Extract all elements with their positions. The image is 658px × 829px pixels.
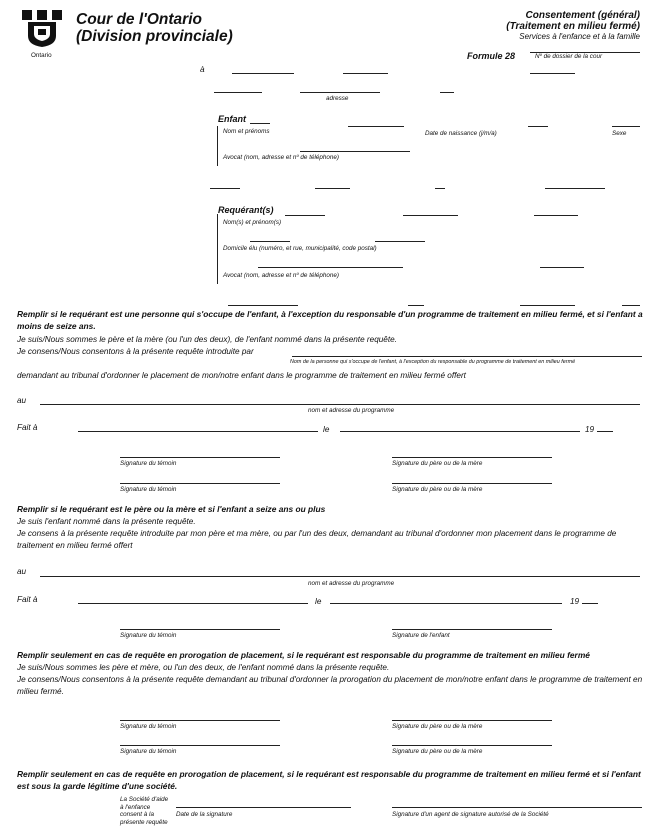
child-name-label: Nom et prénoms: [223, 128, 270, 135]
section2-au-label: au: [17, 567, 27, 576]
section1-au-label: au: [17, 396, 27, 405]
applicant-address-label: Domicile élu (numéro, et rue, municipalité, code postal): [223, 245, 377, 252]
applicant-name-line-2[interactable]: [403, 215, 458, 216]
applicant-extra-line-3[interactable]: [520, 305, 575, 306]
court-name: [76, 11, 233, 45]
section4-date-label: Date de la signature: [176, 811, 233, 818]
applicant-address-line[interactable]: [250, 241, 290, 242]
section1-line3: demandant au tribunal d'ordonner le placement de mon/notre enfant dans le programme de traitement en milieu fermé offert: [17, 371, 466, 380]
applicant-heading: Requérant(s): [218, 205, 274, 215]
section2-program-label: nom et adresse du programme: [308, 580, 395, 587]
child-heading: Enfant: [218, 114, 246, 124]
applicant-lawyer-line[interactable]: [258, 267, 403, 268]
child-extra-line-4[interactable]: [545, 188, 605, 189]
section3-line2: Je consens/Nous consentons à la présente requête demandant au tribunal d'ordonner la prorogation du placement de mon/notre enfant dans le programme de traitement en milieu fermé.: [17, 675, 643, 696]
section4-society-label: La Société d'aide à l'enfance consent à la présente requête: [120, 796, 169, 826]
address-line-2[interactable]: [300, 92, 380, 93]
section3-witness-sig-line-1[interactable]: [120, 720, 280, 721]
section4-agent-sig-line[interactable]: [392, 807, 642, 808]
section1-line1: Je suis/Nous sommes le père et la mère (ou l'un des deux), de l'enfant nommé dans la présente requête.: [17, 335, 397, 344]
section1-year-label: 19: [585, 425, 595, 434]
section2-line1: Je suis l'enfant nommé dans la présente requête.: [17, 517, 196, 526]
child-sex-label: Sexe: [612, 130, 627, 137]
section1-witness-sig-label-1: Signature du témoin: [120, 460, 177, 467]
child-lawyer-label: Avocat (nom, adresse et nº de téléphone): [223, 154, 339, 161]
applicant-extra-line-2[interactable]: [408, 305, 424, 306]
section3-parent-sig-label-1: Signature du père ou de la mère: [392, 723, 483, 730]
section2-heading: Remplir si le requérant est le père ou la mère et si l'enfant a seize ans ou plus: [17, 504, 326, 514]
ontario-crest-icon: [20, 8, 64, 48]
section2-fait-label: Fait à: [17, 595, 38, 604]
court-name-line2: (Division provinciale): [76, 28, 233, 45]
section2-program-line[interactable]: [40, 576, 640, 577]
court-name-line1: Cour de l'Ontario: [76, 11, 202, 28]
to-line-1[interactable]: [232, 73, 294, 74]
applicant-address-line-2[interactable]: [375, 241, 425, 242]
file-number-line[interactable]: [530, 52, 640, 53]
section1-place-line[interactable]: [78, 431, 318, 432]
section1-witness-sig-line-1[interactable]: [120, 457, 280, 458]
address-line-3[interactable]: [440, 92, 454, 93]
applicant-name-line-3[interactable]: [534, 215, 578, 216]
ontario-logo: [20, 8, 64, 53]
caregiver-name-note: Nom de la personne qui s'occupe de l'enfant, à l'exception du responsable du programme de traitement en milieu fermé: [290, 359, 576, 365]
section1-parent-sig-line-2[interactable]: [392, 483, 552, 484]
section1-heading: Remplir si le requérant est une personne qui s'occupe de l'enfant, à l'exception du responsable d'un programme de traitement en milieu fermé, et si l'enfant a moins de seize ans.: [17, 309, 643, 331]
section1-program-label: nom et adresse du programme: [308, 407, 395, 414]
applicant-extra-line-1[interactable]: [228, 305, 298, 306]
applicant-extra-line-4[interactable]: [622, 305, 640, 306]
applicant-name-label: Nom(s) et prénom(s): [223, 219, 282, 226]
section2-child-sig-line[interactable]: [392, 629, 552, 630]
child-lawyer-line[interactable]: [300, 151, 410, 152]
section2-witness-sig-label: Signature du témoin: [120, 632, 177, 639]
section3-parent-sig-label-2: Signature du père ou de la mère: [392, 748, 483, 755]
child-bracket-left: [217, 126, 218, 166]
child-heading-rule: [250, 123, 270, 124]
section2-le-label: le: [315, 597, 322, 606]
section2-year-label: 19: [570, 597, 580, 606]
child-dob-label: Date de naissance (j/m/a): [425, 130, 497, 137]
applicant-lawyer-line-2[interactable]: [540, 267, 584, 268]
section2-line2: Je consens à la présente requête introduite par mon père et ma mère, ou par l'un des deux, demandant au tribunal d'ordonner mon placement dans le programme de traitement en milieu fermé offert: [17, 529, 617, 550]
child-extra-line-3[interactable]: [435, 188, 445, 189]
section1-parent-sig-label-2: Signature du père ou de la mère: [392, 486, 483, 493]
file-number-label: Nº de dossier de la cour: [535, 53, 603, 60]
section2-date-line[interactable]: [330, 603, 562, 604]
section3-parent-sig-line-1[interactable]: [392, 720, 552, 721]
section1-witness-sig-label-2: Signature du témoin: [120, 486, 177, 493]
section1-program-line[interactable]: [40, 404, 640, 405]
section2-place-line[interactable]: [78, 603, 308, 604]
form-title-line2: (Traitement en milieu fermé): [506, 21, 640, 32]
section2-year-line[interactable]: [582, 603, 598, 604]
section3-parent-sig-line-2[interactable]: [392, 745, 552, 746]
child-sex-line[interactable]: [612, 126, 640, 127]
section1-parent-sig-line-1[interactable]: [392, 457, 552, 458]
child-name-line[interactable]: [348, 126, 404, 127]
form-number: Formule 28: [467, 51, 516, 61]
section3-witness-sig-line-2[interactable]: [120, 745, 280, 746]
section1-le-label: le: [323, 425, 330, 434]
section1-witness-sig-line-2[interactable]: [120, 483, 280, 484]
section1-date-line[interactable]: [340, 431, 580, 432]
form-title-line1: Consentement (général): [525, 10, 640, 21]
address-label: adresse: [326, 95, 349, 102]
applicant-name-line[interactable]: [285, 215, 325, 216]
section4-agent-sig-label: Signature d'un agent de signature autorisé de la Société: [392, 811, 549, 818]
section4-date-line[interactable]: [176, 807, 351, 808]
section3-line1: Je suis/Nous sommes les père et mère, ou l'un des deux, de l'enfant nommé dans la présente requête.: [17, 663, 390, 672]
child-extra-line-2[interactable]: [315, 188, 350, 189]
section4-heading: Remplir seulement en cas de requête en prorogation de placement, si le requérant est responsable du programme de traitement en milieu fermé et si l'enfant est sous la garde légitime d'une société.: [17, 769, 641, 791]
caregiver-name-line[interactable]: [292, 356, 642, 357]
section3-witness-sig-label-1: Signature du témoin: [120, 723, 177, 730]
section3-witness-sig-label-2: Signature du témoin: [120, 748, 177, 755]
child-dob-line[interactable]: [528, 126, 548, 127]
logo-caption: Ontario: [31, 52, 52, 59]
applicant-bracket-left: [217, 214, 218, 284]
section3-heading: Remplir seulement en cas de requête en prorogation de placement, si le requérant est responsable du programme de traitement en milieu fermé: [17, 650, 590, 660]
section2-child-sig-label: Signature de l'enfant: [392, 632, 450, 639]
section1-fait-label: Fait à: [17, 423, 38, 432]
applicant-lawyer-label: Avocat (nom, adresse et nº de téléphone): [223, 272, 339, 279]
to-line-2[interactable]: [343, 73, 388, 74]
section1-year-line[interactable]: [597, 431, 613, 432]
form-subtitle: Services à l'enfance et à la famille: [519, 32, 640, 41]
address-line-1[interactable]: [214, 92, 262, 93]
section1-parent-sig-label-1: Signature du père ou de la mère: [392, 460, 483, 467]
to-line-3[interactable]: [530, 73, 575, 74]
form-title-block: [420, 10, 640, 41]
section2-witness-sig-line[interactable]: [120, 629, 280, 630]
to-label: à: [200, 65, 205, 74]
section1-line2: Je consens/Nous consentons à la présente requête introduite par: [17, 347, 254, 356]
child-extra-line-1[interactable]: [210, 188, 240, 189]
